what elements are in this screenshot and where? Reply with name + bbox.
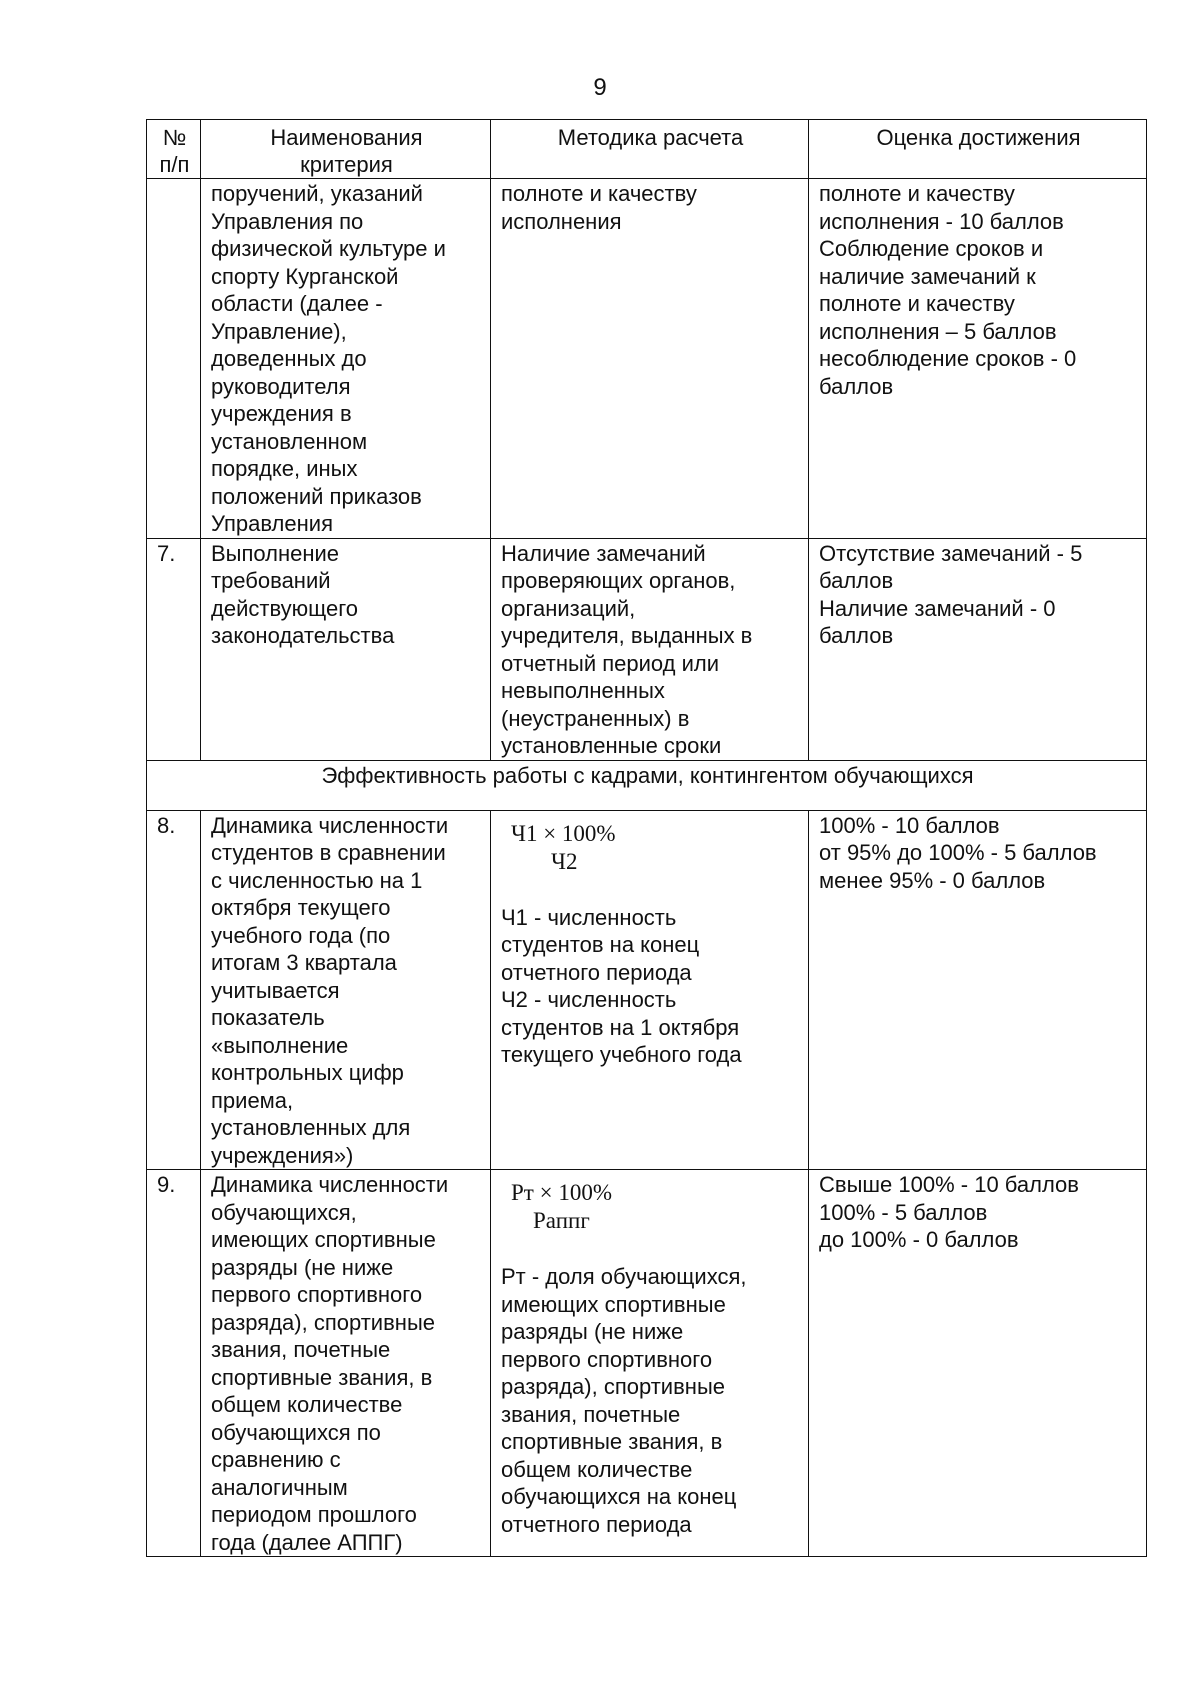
formula-numerator: Рт × 100% — [511, 1180, 612, 1205]
row-method: Наличие замечаний проверяющих органов, организаций, учредителя, выданных в отчетный период или невыполненных (неустраненных) в установленные сроки — [491, 538, 809, 760]
row-score: 100% - 10 баллов от 95% до 100% - 5 баллов менее 95% - 0 баллов — [809, 810, 1147, 1170]
table-row — [147, 538, 1147, 760]
criteria-table — [146, 119, 1147, 1557]
table-row — [147, 810, 1147, 1170]
row-method — [491, 810, 809, 1170]
row-score: Отсутствие замечаний - 5 баллов Наличие замечаний - 0 баллов — [809, 538, 1147, 760]
row-method: полноте и качеству исполнения — [491, 179, 809, 539]
row-criterion: Динамика численности студентов в сравнении с численностью на 1 октября текущего учебного года (по итогам 3 квартала учитывается показатель «выполнение контрольных цифр приема, установленных для учреждения») — [201, 810, 491, 1170]
header-score: Оценка достижения — [809, 120, 1147, 179]
header-number: № п/п — [147, 120, 201, 179]
table-row — [147, 1170, 1147, 1557]
method-description: Ч1 - численность студентов на конец отчетного периода Ч2 - численность студентов на 1 октября текущего учебного года — [501, 904, 742, 1067]
formula — [511, 820, 800, 876]
row-criterion: Выполнение требований действующего законодательства — [201, 538, 491, 760]
row-number: 9. — [147, 1170, 201, 1557]
row-score: полноте и качеству исполнения - 10 баллов Соблюдение сроков и наличие замечаний к полноте и качеству исполнения – 5 баллов несоблюдение сроков - 0 баллов — [809, 179, 1147, 539]
row-criterion: Динамика численности обучающихся, имеющих спортивные разряды (не ниже первого спортивного разряда), спортивные звания, почетные спортивные звания, в общем количестве обучающихся по сравнению с аналогичным периодом прошлого года (далее АППГ) — [201, 1170, 491, 1557]
table-row — [147, 179, 1147, 539]
row-number: 7. — [147, 538, 201, 760]
row-number — [147, 179, 201, 539]
header-method: Методика расчета — [491, 120, 809, 179]
row-score: Свыше 100% - 10 баллов 100% - 5 баллов до 100% - 0 баллов — [809, 1170, 1147, 1557]
formula-denominator: Раппг — [533, 1208, 590, 1233]
row-criterion: поручений, указаний Управления по физической культуре и спорту Курганской области (далее - Управление), доведенных до руководителя учреждения в установленном порядке, иных положений приказов Управления — [201, 179, 491, 539]
method-description: Рт - доля обучающихся, имеющих спортивные разряды (не ниже первого спортивного разряда), спортивные звания, почетные спортивные звания, в общем количестве обучающихся на конец отчетного периода — [501, 1264, 747, 1537]
row-number: 8. — [147, 810, 201, 1170]
table-header-row — [147, 120, 1147, 179]
row-method — [491, 1170, 809, 1557]
formula-denominator: Ч2 — [551, 848, 578, 874]
section-title: Эффективность работы с кадрами, контингентом обучающихся — [147, 760, 1147, 810]
section-row — [147, 760, 1147, 810]
formula — [511, 1179, 800, 1235]
formula-numerator: Ч1 × 100% — [511, 820, 616, 846]
page-number: 9 — [593, 74, 607, 101]
header-criterion: Наименования критерия — [201, 120, 491, 179]
